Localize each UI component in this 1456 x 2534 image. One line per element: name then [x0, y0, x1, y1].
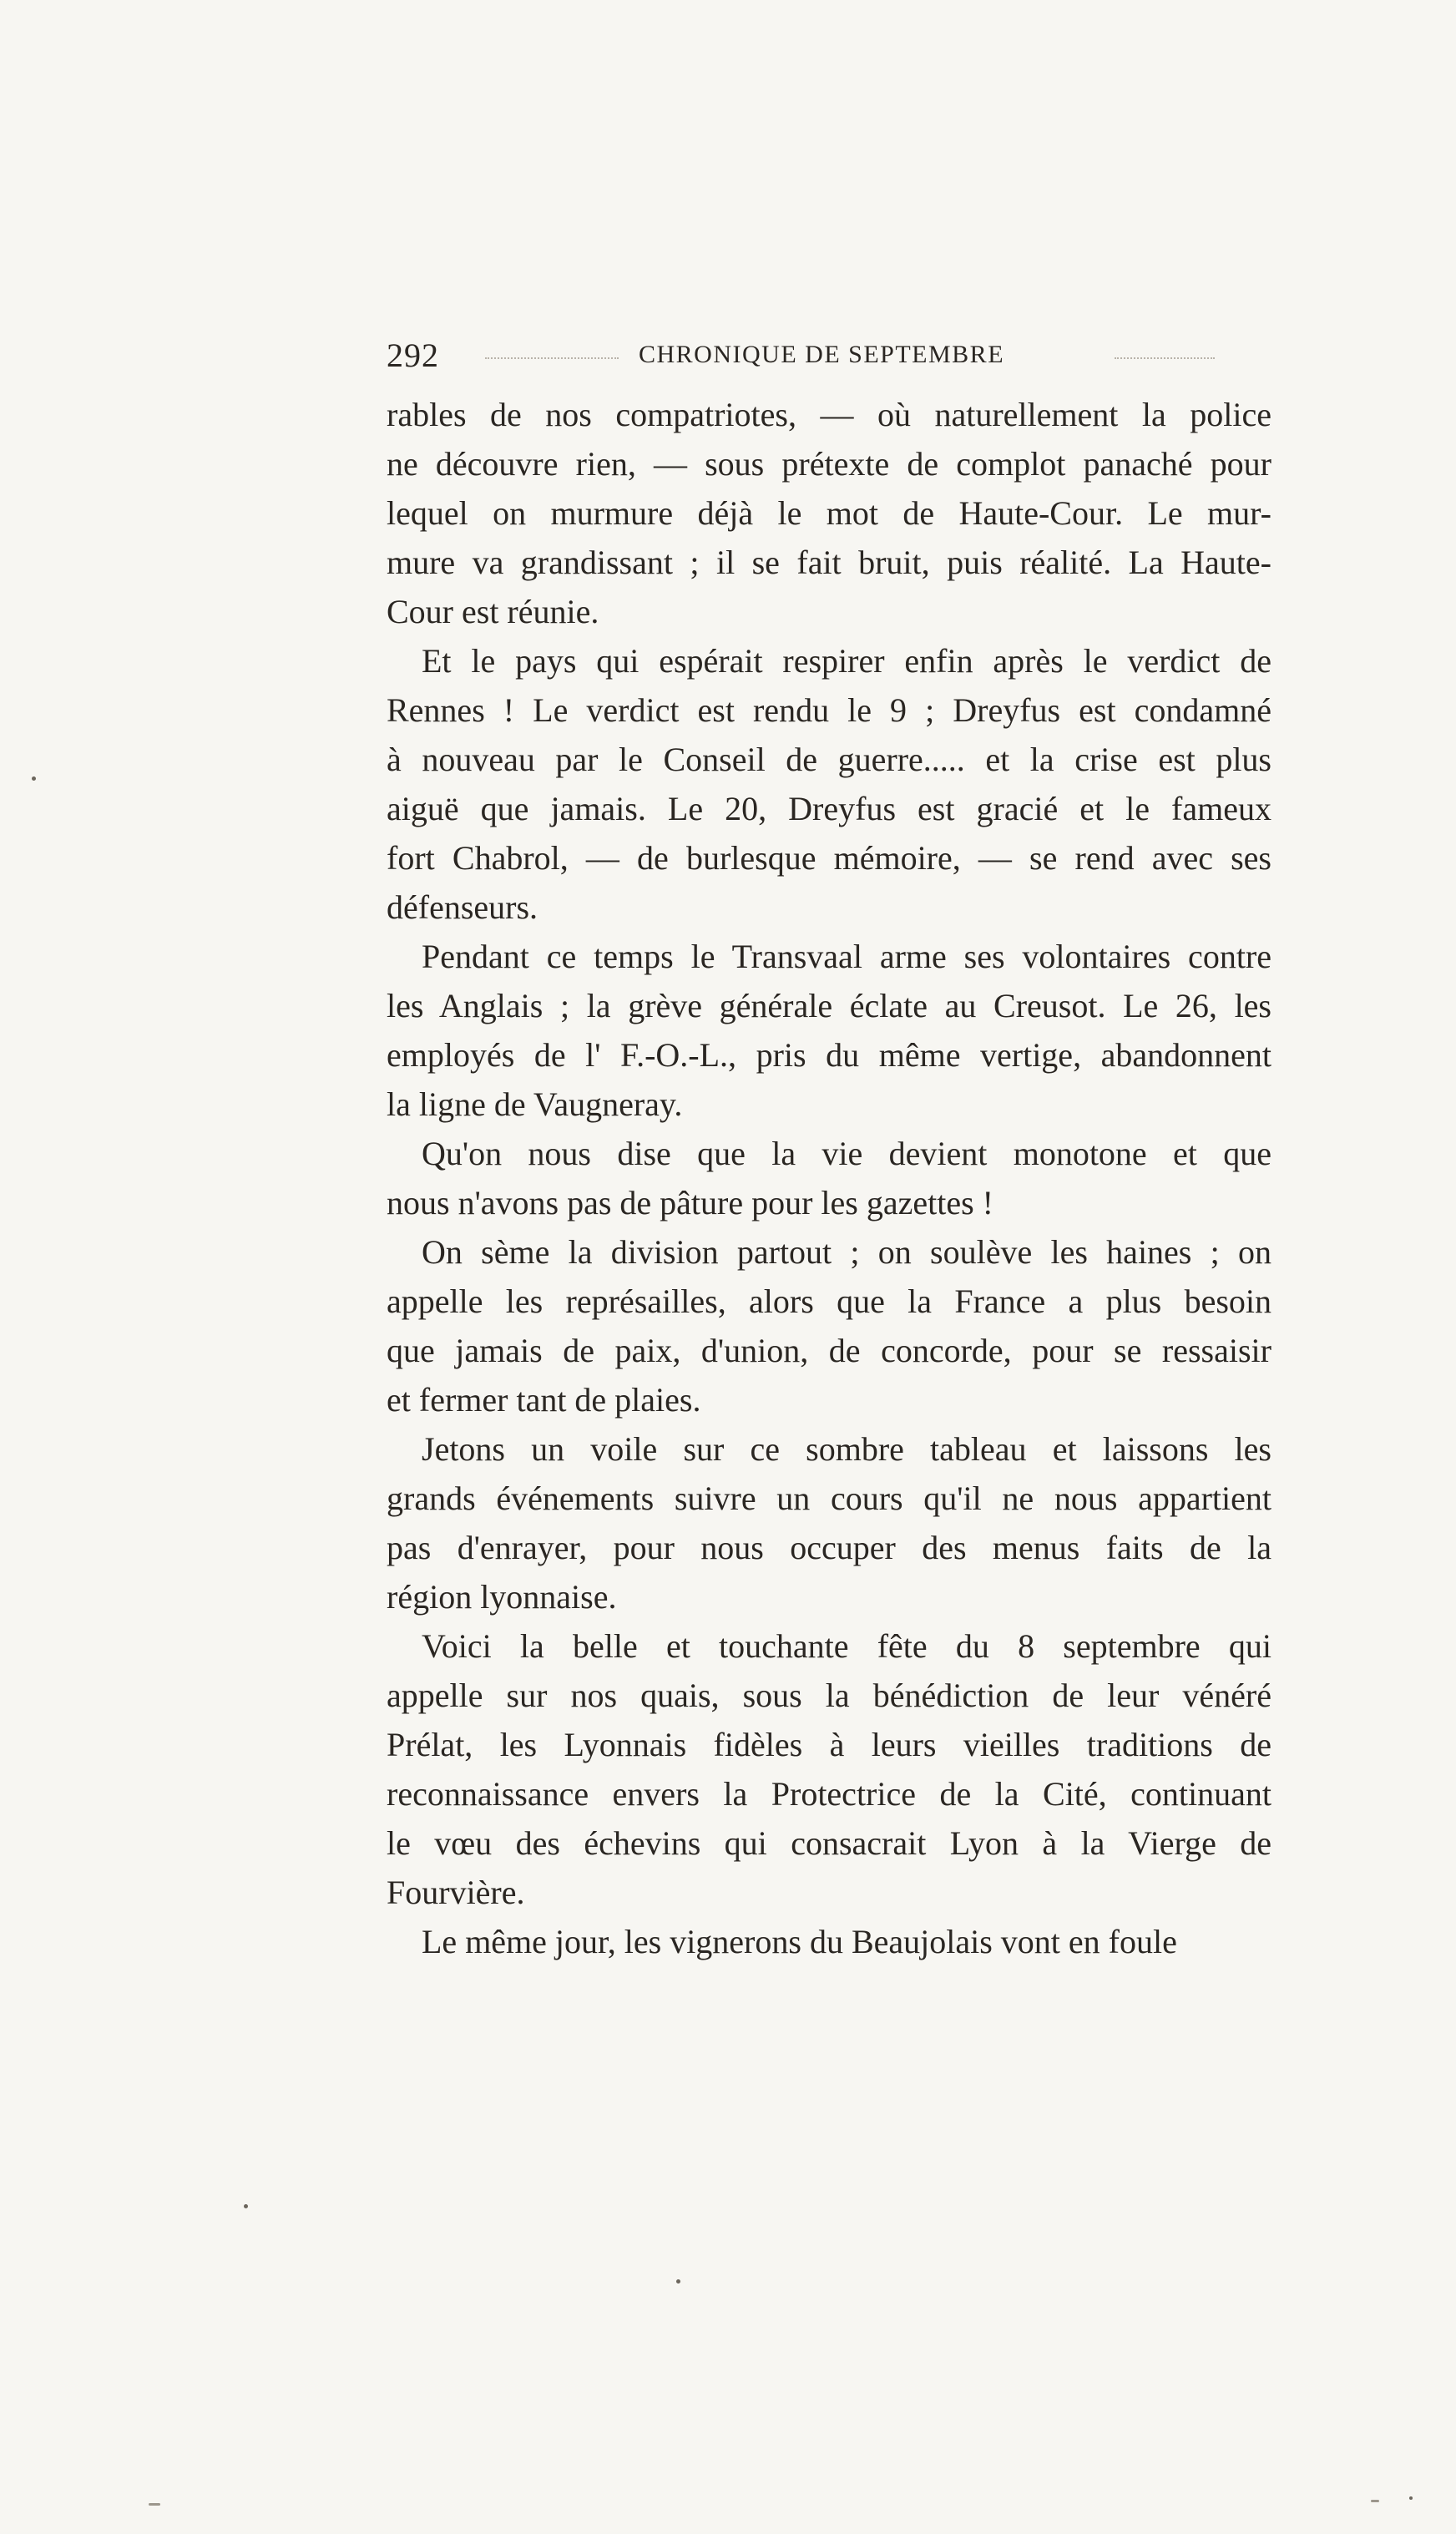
paper-speck	[244, 2204, 248, 2208]
text-line: pas d'enrayer, pour nous occuper des menus faits de la	[387, 1529, 1271, 1566]
text-line: lequel on murmure déjà le mot de Haute-Cour. Le mur-	[387, 494, 1271, 532]
paper-speck	[149, 2503, 160, 2506]
text-line: mure va grandissant ; il se fait bruit, puis réalité. La Haute-	[387, 544, 1271, 581]
text-line: Et le pays qui espérait respirer enfin après le verdict de	[422, 642, 1271, 680]
text-line: fort Chabrol, — de burlesque mémoire, — se rend avec ses	[387, 839, 1271, 877]
paragraph-2	[387, 636, 1271, 932]
paragraph-3	[387, 932, 1271, 1129]
text-line: On sème la division partout ; on soulève les haines ; on	[422, 1233, 1271, 1271]
header-dotted-rule-right	[1115, 357, 1215, 359]
text-line: et fermer tant de plaies.	[387, 1381, 701, 1419]
text-line: aiguë que jamais. Le 20, Dreyfus est gracié et le fameux	[387, 790, 1271, 827]
paragraph-5	[387, 1227, 1271, 1424]
text-line: reconnaissance envers la Protectrice de la Cité, continuant	[387, 1775, 1271, 1813]
text-line: la ligne de Vaugneray.	[387, 1085, 683, 1123]
paragraph-7	[387, 1621, 1271, 1917]
paper-speck	[1409, 2496, 1413, 2500]
text-line: Pendant ce temps le Transvaal arme ses volontaires contre	[422, 938, 1271, 975]
text-line: Fourvière.	[387, 1874, 525, 1911]
text-line: défenseurs.	[387, 888, 538, 926]
paper-speck	[676, 2279, 680, 2284]
text-line: Rennes ! Le verdict est rendu le 9 ; Dreyfus est condamné	[387, 691, 1271, 729]
paragraph-6	[387, 1424, 1271, 1621]
text-line: appelle sur nos quais, sous la bénédiction de leur vénéré	[387, 1677, 1271, 1714]
text-line: Qu'on nous dise que la vie devient monotone et que	[422, 1135, 1271, 1172]
text-line: à nouveau par le Conseil de guerre..... et la crise est plus	[387, 741, 1271, 778]
page-number: 292	[387, 336, 439, 374]
running-head	[387, 336, 1271, 386]
text-line: rables de nos compatriotes, — où naturellement la police	[387, 396, 1271, 433]
text-line: appelle les représailles, alors que la France a plus besoin	[387, 1282, 1271, 1320]
paragraph-1	[387, 390, 1271, 636]
text-line: le vœu des échevins qui consacrait Lyon à la Vierge de	[387, 1824, 1271, 1862]
paper-speck	[32, 776, 36, 781]
body-text	[387, 390, 1271, 1966]
text-line: grands événements suivre un cours qu'il ne nous appartient	[387, 1479, 1271, 1517]
text-line: que jamais de paix, d'union, de concorde, pour se ressaisir	[387, 1332, 1271, 1369]
header-dotted-rule-left	[485, 357, 619, 359]
text-line: les Anglais ; la grève générale éclate au Creusot. Le 26, les	[387, 987, 1271, 1024]
text-line: nous n'avons pas de pâture pour les gazettes !	[387, 1184, 993, 1221]
running-title: CHRONIQUE DE SEPTEMBRE	[639, 341, 1005, 368]
text-line: Prélat, les Lyonnais fidèles à leurs vieilles traditions de	[387, 1726, 1271, 1763]
text-line: ne découvre rien, — sous prétexte de complot panaché pour	[387, 445, 1271, 483]
text-line: Voici la belle et touchante fête du 8 septembre qui	[422, 1627, 1271, 1665]
paragraph-8	[387, 1917, 1271, 1966]
paragraph-4	[387, 1129, 1271, 1227]
text-line: Jetons un voile sur ce sombre tableau et laissons les	[422, 1430, 1271, 1468]
text-line: Cour est réunie.	[387, 593, 599, 630]
paper-speck	[1371, 2500, 1379, 2502]
text-line: région lyonnaise.	[387, 1578, 617, 1616]
text-line: Le même jour, les vignerons du Beaujolais vont en foule	[422, 1923, 1177, 1960]
text-line: employés de l' F.-O.-L., pris du même vertige, abandonnent	[387, 1036, 1271, 1074]
